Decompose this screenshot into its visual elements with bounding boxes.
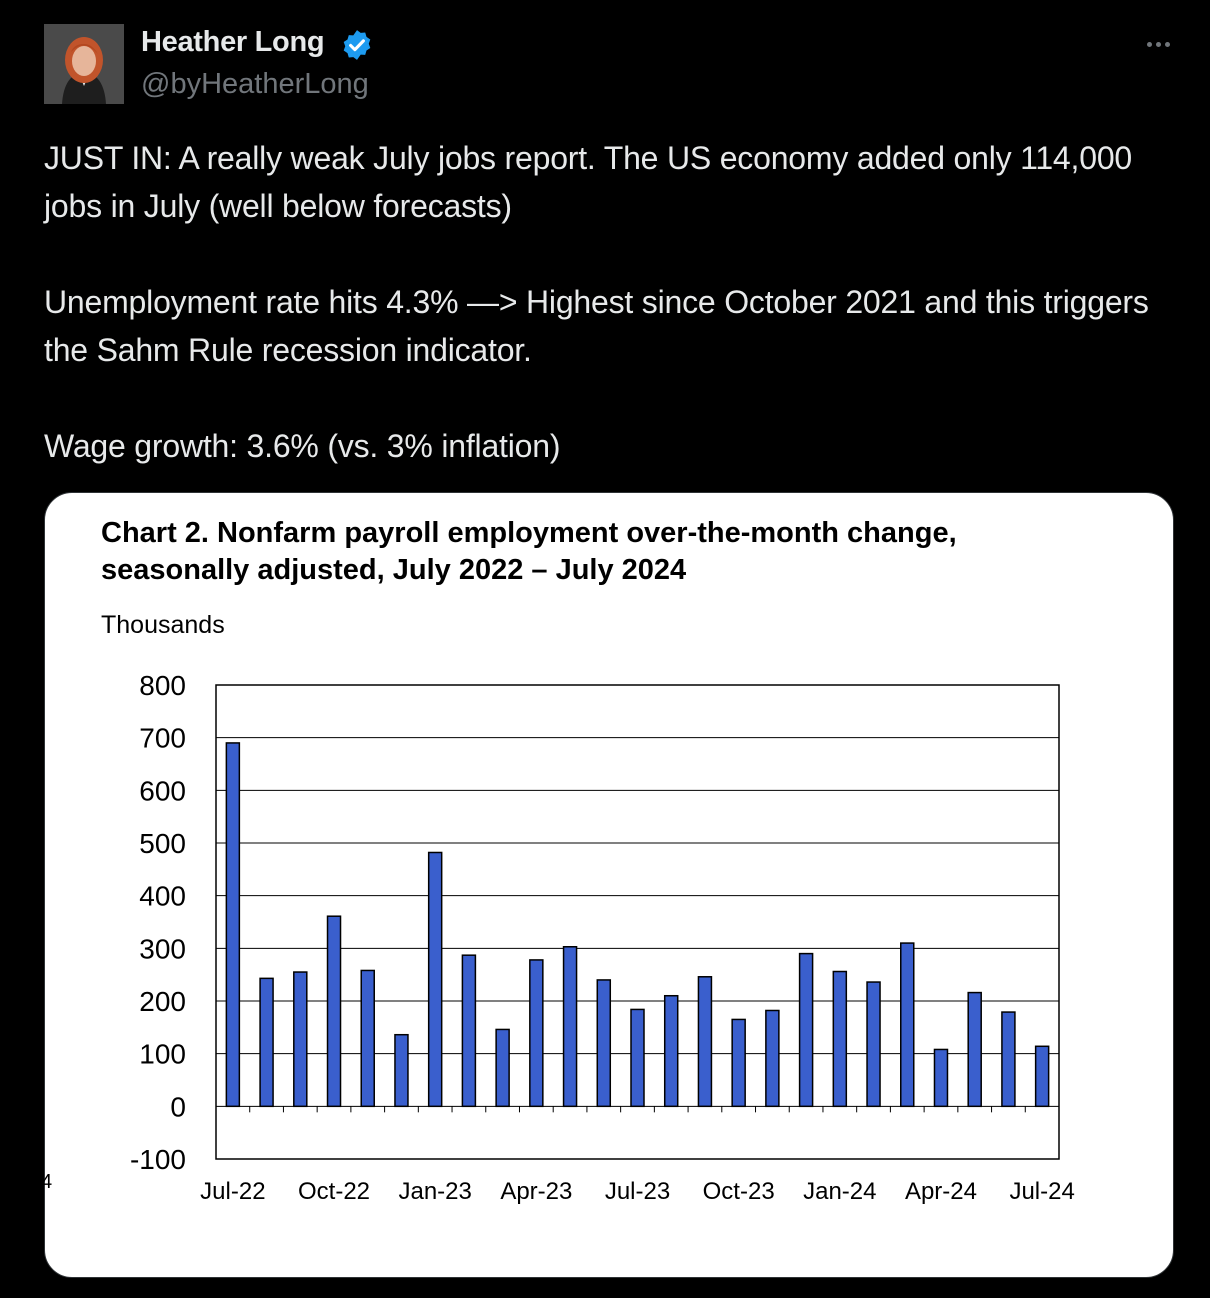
x-tick-label: Apr-23	[500, 1178, 573, 1205]
profile-photo	[44, 24, 124, 104]
x-tick-label: Jan-24	[803, 1178, 877, 1205]
author-name[interactable]: Heather Long	[141, 26, 325, 58]
x-tick-label: Jan-23	[398, 1178, 472, 1205]
bar	[226, 743, 239, 1106]
avatar[interactable]	[44, 24, 124, 104]
bar	[1002, 1012, 1015, 1106]
bar	[361, 970, 374, 1106]
bar	[833, 972, 846, 1107]
bar	[260, 978, 273, 1106]
bar	[665, 996, 678, 1107]
bar	[462, 955, 475, 1106]
bar	[968, 993, 981, 1107]
y-tick-label: 700	[139, 722, 186, 754]
bar	[631, 1009, 644, 1106]
bar	[429, 852, 442, 1106]
y-tick-label: 300	[139, 933, 186, 965]
x-tick-label: Apr-24	[904, 1178, 978, 1205]
bar	[395, 1035, 408, 1107]
bar	[867, 982, 880, 1106]
bar	[294, 972, 307, 1106]
tweet-paragraph-2: Unemployment rate hits 4.3% —> Highest since October 2021 and this triggers the Sahm Rule recession indicator.	[44, 284, 1149, 368]
bar	[800, 954, 813, 1107]
y-tick-label: 400	[139, 880, 186, 912]
bar	[328, 916, 341, 1106]
tweet-paragraph-1: JUST IN: A really weak July jobs report. The US economy added only 114,000 jobs in July (well below forecasts)	[44, 140, 1133, 224]
y-tick-label: 0	[170, 1091, 186, 1123]
bar	[732, 1019, 745, 1106]
chart-y-unit-label: Thousands	[101, 611, 225, 639]
tweet-paragraph-3: Wage growth: 3.6% (vs. 3% inflation)	[44, 428, 561, 464]
tweet-media-image[interactable]	[41, 492, 1174, 1278]
bar	[698, 977, 711, 1107]
chart-title: Chart 2. Nonfarm payroll employment over-the-month change, seasonally adjusted, July 2022 – July 2024	[101, 517, 957, 586]
x-tick-label: Jul-22	[200, 1178, 266, 1205]
bar	[530, 960, 543, 1106]
bar	[496, 1029, 509, 1106]
x-tick-label: Oct-23	[702, 1178, 775, 1205]
bar	[934, 1049, 947, 1106]
y-tick-label: -100	[129, 1144, 186, 1175]
bar	[1036, 1046, 1049, 1106]
x-tick-label: Oct-22	[298, 1178, 371, 1205]
bar	[766, 1010, 779, 1106]
stray-mark: 4	[41, 1171, 53, 1193]
bar	[901, 943, 914, 1106]
y-tick-label: 800	[139, 670, 186, 701]
y-tick-label: 100	[139, 1038, 186, 1070]
bar-chart	[45, 493, 1173, 1277]
author-handle[interactable]: @byHeatherLong	[141, 68, 369, 100]
bar	[597, 980, 610, 1106]
y-tick-label: 600	[139, 775, 186, 807]
tweet-text	[44, 134, 1174, 470]
x-tick-label: Jul-23	[604, 1178, 671, 1205]
verified-badge-icon	[340, 28, 374, 62]
x-tick-label: Jul-24	[1009, 1178, 1075, 1205]
y-tick-label: 500	[139, 828, 186, 859]
y-tick-label: 200	[139, 986, 186, 1017]
bar	[564, 947, 577, 1107]
more-horizontal-icon[interactable]	[1140, 26, 1176, 62]
